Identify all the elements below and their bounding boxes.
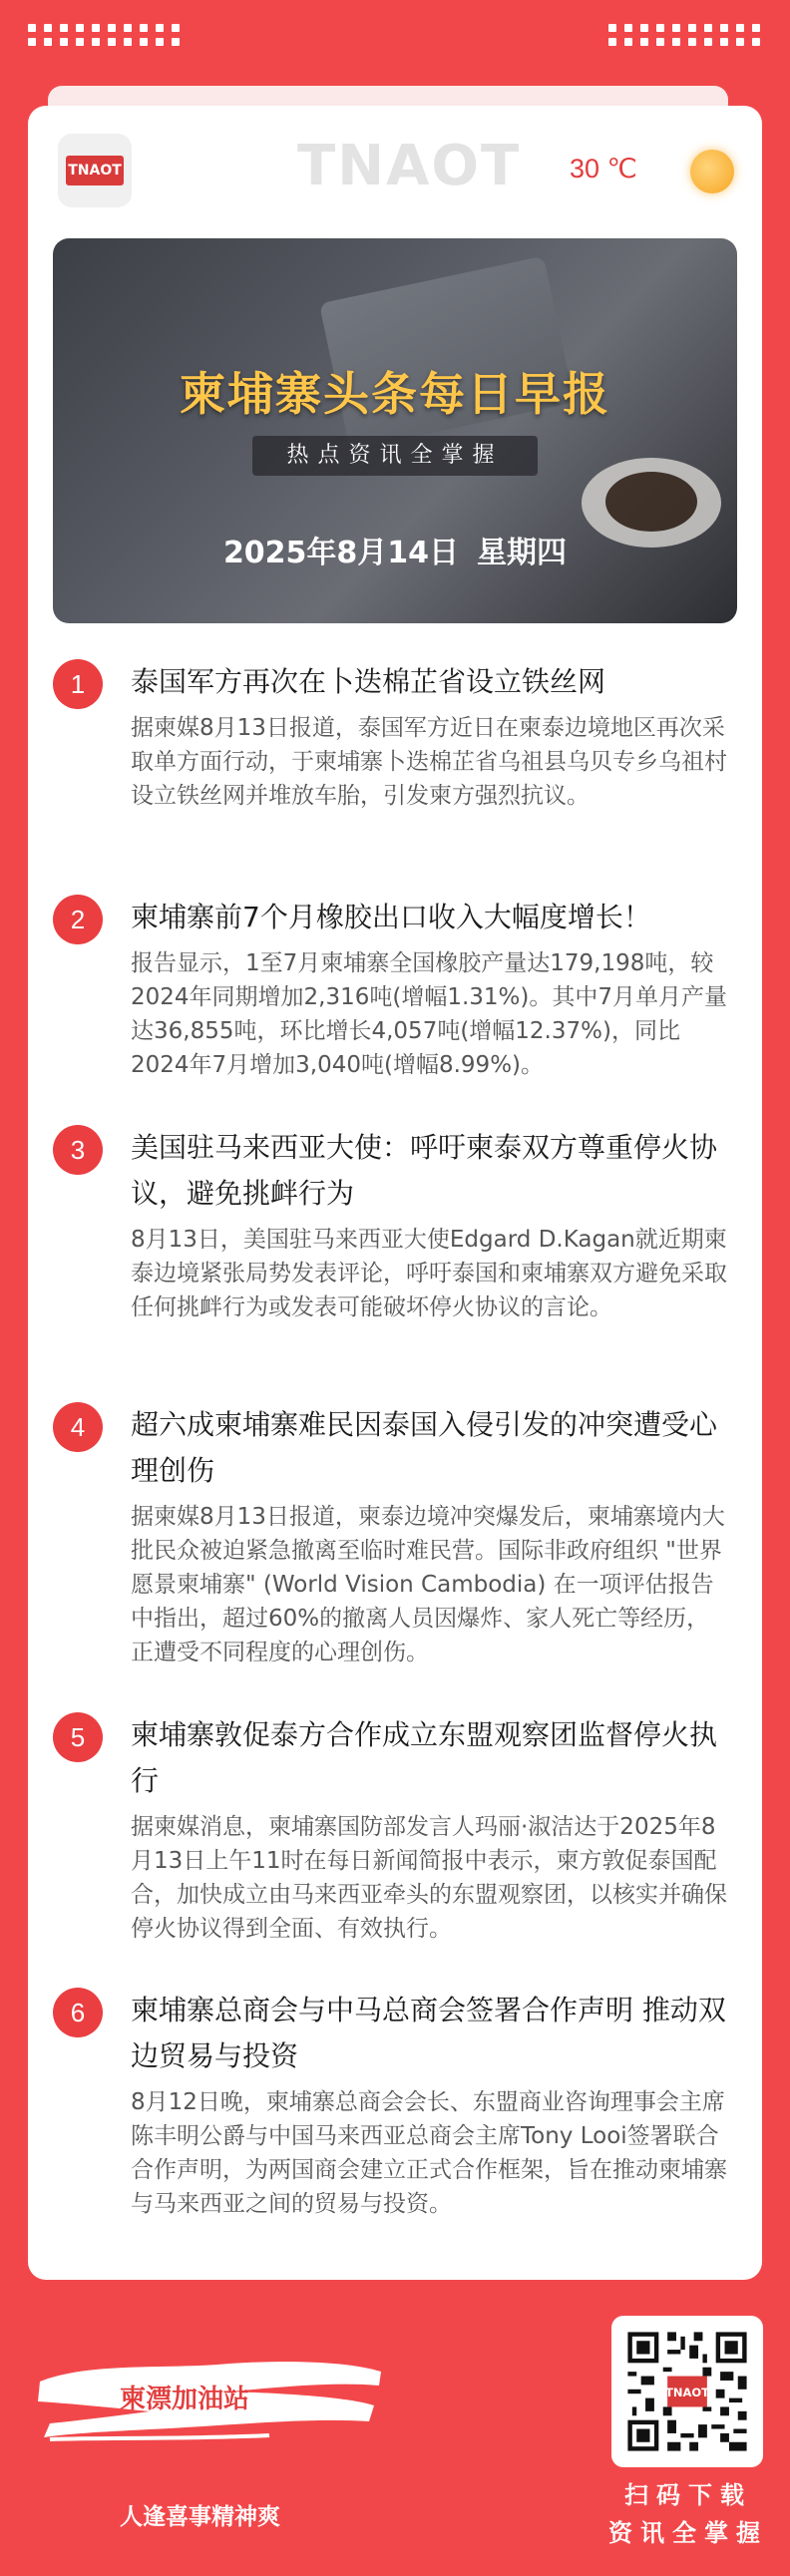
- banner-weekday: 星期四: [477, 536, 568, 570]
- banner[interactable]: [53, 238, 737, 623]
- news-title[interactable]: 超六成柬埔寨难民因泰国入侵引发的冲突遭受心理创伤: [131, 1408, 718, 1487]
- news-title[interactable]: 泰国军方再次在卜迭棉芷省设立铁丝网: [131, 665, 606, 698]
- qr-code-icon: [623, 2328, 751, 2455]
- news-body: 8月12日晚，柬埔寨总商会会长、东盟商业咨询理事会主席陈丰明公爵与中国马来西亚总商会主席Tony Looi签署联合合作声明，为两国商会建立正式合作框架，旨在推动柬埔寨与马来西亚之间的贸易与投资。: [131, 2089, 727, 2217]
- news-number-badge: 3: [53, 1125, 103, 1175]
- news-number-badge: 5: [53, 1712, 103, 1762]
- banner-subtitle: 热点资讯全掌握: [252, 436, 538, 476]
- news-body: 据柬媒8月13日报道，柬泰边境冲突爆发后，柬埔寨境内大批民众被迫紧急撤离至临时难民营。国际非政府组织 "世界愿景柬埔寨" (World Vision Cambodia) 在一项评估报告中指出，超过60%的撤离人员因爆炸、家人死亡等经历，正遭受不同程度的心理创伤。: [131, 1504, 725, 1665]
- banner-date: [53, 528, 737, 571]
- brush-text: 柬漂加油站: [120, 2385, 250, 2414]
- qr-caption-line1: 扫码下载: [624, 2481, 752, 2509]
- news-title[interactable]: 柬埔寨前7个月橡胶出口收入大幅度增长！: [131, 901, 651, 933]
- news-number-badge: 2: [53, 895, 103, 944]
- news-title[interactable]: 美国驻马来西亚大使：呼吁柬泰双方尊重停火协议，避免挑衅行为: [131, 1131, 718, 1210]
- dot-grid-right-decoration: [608, 24, 762, 46]
- news-number-badge: 1: [53, 659, 103, 709]
- news-body: 8月13日，美国驻马来西亚大使Edgard D.Kagan就近期柬泰边境紧张局势发表评论，呼吁泰国和柬埔寨双方避免采取任何挑衅行为或发表可能破坏停火协议的言论。: [131, 1227, 727, 1320]
- qr-code[interactable]: [611, 2316, 763, 2467]
- news-body: 据柬媒消息，柬埔寨国防部发言人玛丽·淑洁达于2025年8月13日上午11时在每日新闻简报中表示，柬方敦促泰国配合，加快成立由马来西亚牵头的东盟观察团，以核实并确保停火协议得到全面、有效执行。: [131, 1814, 727, 1942]
- temperature-readout: 30 ℃: [570, 154, 637, 184]
- qr-center-logo: TNAOT: [665, 2385, 709, 2399]
- banner-title: 柬埔寨头条每日早报: [180, 367, 610, 421]
- news-number-badge: 4: [53, 1402, 103, 1452]
- qr-caption-line2: 资讯全掌握: [608, 2519, 768, 2547]
- slogan: 人逢喜事精神爽: [120, 2504, 280, 2530]
- sun-icon: [690, 150, 734, 193]
- news-body: 据柬媒8月13日报道，泰国军方近日在柬泰边境地区再次采取单方面行动，于柬埔寨卜迭棉芷省乌祖县乌贝专乡乌祖村设立铁丝网并堆放车胎，引发柬方强烈抗议。: [131, 715, 727, 809]
- tnaot-logo-icon[interactable]: [58, 134, 132, 207]
- news-number-badge: 6: [53, 1988, 103, 2037]
- dot-grid-left-decoration: [28, 24, 182, 46]
- news-title[interactable]: 柬埔寨敦促泰方合作成立东盟观察团监督停火执行: [131, 1718, 718, 1797]
- news-body: 报告显示，1至7月柬埔寨全国橡胶产量达179,198吨，较2024年同期增加2,316吨(增幅1.31%)。其中7月单月产量达36,855吨，环比增长4,057吨(增幅12.37%)，同比2024年7月增加3,040吨(增幅8.99%)。: [131, 950, 728, 1078]
- brand-wordmark: TNAOT: [297, 134, 522, 198]
- logo-label: TNAOT: [66, 156, 124, 185]
- news-title[interactable]: 柬埔寨总商会与中马总商会签署合作声明 推动双边贸易与投资: [131, 1994, 726, 2072]
- main-card: [28, 106, 762, 2280]
- banner-date-text: 2025年8月14日: [222, 536, 460, 570]
